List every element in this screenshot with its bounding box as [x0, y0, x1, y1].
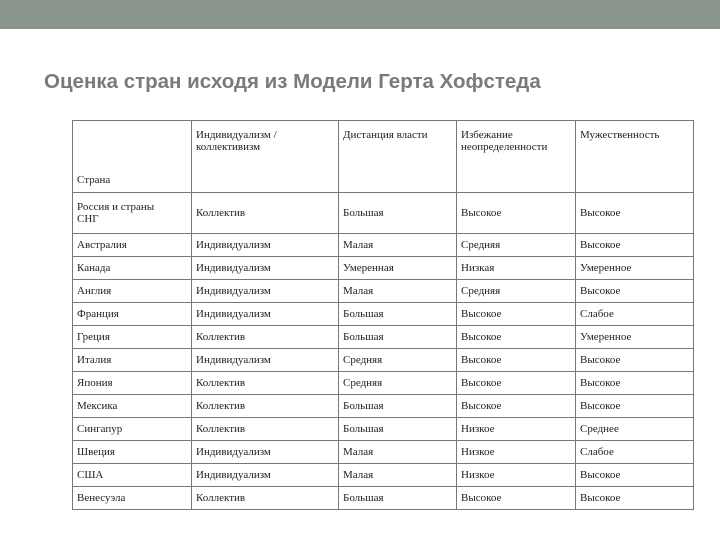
cell-uncertainty-avoidance: Низкое: [457, 441, 576, 464]
table-row: [73, 441, 694, 464]
cell-power-distance: Большая: [339, 326, 457, 349]
cell-masculinity: Слабое: [576, 441, 694, 464]
cell-individualism: Коллектив: [192, 326, 339, 349]
cell-uncertainty-avoidance: Высокое: [457, 487, 576, 510]
table-header-row: [73, 121, 694, 193]
header-power-distance: Дистанция власти: [339, 121, 457, 193]
cell-masculinity: Среднее: [576, 418, 694, 441]
cell-individualism: Индивидуализм: [192, 441, 339, 464]
cell-masculinity: Умеренное: [576, 326, 694, 349]
cell-country: Мексика: [73, 395, 192, 418]
cell-power-distance: Малая: [339, 234, 457, 257]
cell-masculinity: Высокое: [576, 234, 694, 257]
cell-power-distance: Большая: [339, 395, 457, 418]
cell-country: Венесуэла: [73, 487, 192, 510]
hofstede-table: [72, 120, 694, 510]
table-row: [73, 349, 694, 372]
cell-individualism: Индивидуализм: [192, 303, 339, 326]
cell-uncertainty-avoidance: Низкое: [457, 464, 576, 487]
cell-uncertainty-avoidance: Низкая: [457, 257, 576, 280]
cell-individualism: Коллектив: [192, 193, 339, 234]
top-accent-bar: [0, 0, 720, 29]
cell-individualism: Коллектив: [192, 487, 339, 510]
table-row: [73, 303, 694, 326]
cell-power-distance: Умеренная: [339, 257, 457, 280]
table-row: [73, 464, 694, 487]
cell-power-distance: Малая: [339, 441, 457, 464]
cell-country: США: [73, 464, 192, 487]
cell-masculinity: Высокое: [576, 349, 694, 372]
cell-power-distance: Большая: [339, 418, 457, 441]
cell-uncertainty-avoidance: Высокое: [457, 326, 576, 349]
header-individualism: Индивидуализм / коллективизм: [192, 121, 339, 193]
cell-uncertainty-avoidance: Средняя: [457, 280, 576, 303]
cell-country: Италия: [73, 349, 192, 372]
cell-uncertainty-avoidance: Низкое: [457, 418, 576, 441]
cell-individualism: Индивидуализм: [192, 464, 339, 487]
table-row: [73, 193, 694, 234]
cell-country: Япония: [73, 372, 192, 395]
table-row: [73, 234, 694, 257]
table-row: [73, 372, 694, 395]
cell-power-distance: Большая: [339, 303, 457, 326]
cell-power-distance: Малая: [339, 280, 457, 303]
cell-uncertainty-avoidance: Средняя: [457, 234, 576, 257]
cell-uncertainty-avoidance: Высокое: [457, 372, 576, 395]
cell-country: Канада: [73, 257, 192, 280]
cell-masculinity: Высокое: [576, 280, 694, 303]
cell-masculinity: Умеренное: [576, 257, 694, 280]
cell-country: Австралия: [73, 234, 192, 257]
cell-country: Швеция: [73, 441, 192, 464]
table-row: [73, 418, 694, 441]
cell-masculinity: Высокое: [576, 487, 694, 510]
header-masculinity: Мужественность: [576, 121, 694, 193]
cell-country: Греция: [73, 326, 192, 349]
cell-country: Россия и страны СНГ: [73, 193, 192, 234]
cell-power-distance: Средняя: [339, 372, 457, 395]
cell-individualism: Индивидуализм: [192, 234, 339, 257]
cell-masculinity: Слабое: [576, 303, 694, 326]
cell-uncertainty-avoidance: Высокое: [457, 395, 576, 418]
cell-country: Англия: [73, 280, 192, 303]
cell-power-distance: Малая: [339, 464, 457, 487]
cell-power-distance: Большая: [339, 193, 457, 234]
cell-power-distance: Большая: [339, 487, 457, 510]
slide-title: Оценка стран исходя из Модели Герта Хофстеда: [44, 70, 541, 93]
cell-masculinity: Высокое: [576, 464, 694, 487]
cell-masculinity: Высокое: [576, 372, 694, 395]
cell-power-distance: Средняя: [339, 349, 457, 372]
cell-country: Франция: [73, 303, 192, 326]
cell-uncertainty-avoidance: Высокое: [457, 349, 576, 372]
header-uncertainty-avoidance: Избежание неопределенности: [457, 121, 576, 193]
table-row: [73, 326, 694, 349]
cell-country: Сингапур: [73, 418, 192, 441]
table-row: [73, 257, 694, 280]
cell-masculinity: Высокое: [576, 193, 694, 234]
header-country: Страна: [73, 121, 192, 193]
cell-individualism: Коллектив: [192, 395, 339, 418]
cell-individualism: Индивидуализм: [192, 257, 339, 280]
table-row: [73, 280, 694, 303]
table-row: [73, 395, 694, 418]
cell-individualism: Коллектив: [192, 372, 339, 395]
table-row: [73, 487, 694, 510]
cell-uncertainty-avoidance: Высокое: [457, 303, 576, 326]
cell-individualism: Индивидуализм: [192, 349, 339, 372]
cell-uncertainty-avoidance: Высокое: [457, 193, 576, 234]
cell-masculinity: Высокое: [576, 395, 694, 418]
cell-individualism: Коллектив: [192, 418, 339, 441]
cell-individualism: Индивидуализм: [192, 280, 339, 303]
